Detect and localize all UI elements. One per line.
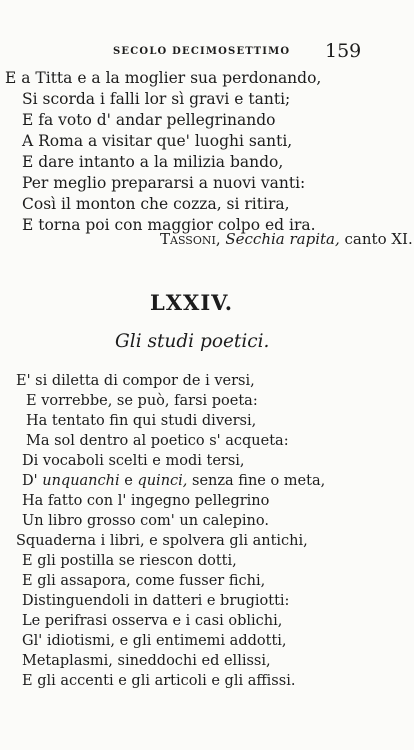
verse-line: Di vocaboli scelti e modi tersi, <box>22 453 245 469</box>
verse-line: E fa voto d' andar pellegrinando <box>22 111 276 129</box>
verse-line: E a Titta e a la moglier sua perdonando, <box>5 69 322 87</box>
verse-conjunction: e <box>119 473 138 489</box>
verse-line: Gl' idiotismi, e gli entimemi addotti, <box>22 633 287 649</box>
verse-line: E vorrebbe, se può, farsi poeta: <box>26 393 258 409</box>
running-title: SECOLO DECIMOSETTIMO <box>113 46 291 57</box>
verse-line: Le perifrasi osserva e i casi oblichi, <box>22 613 283 629</box>
verse-line: E gli assapora, come fusser fichi, <box>22 573 266 589</box>
verse-line: Distinguendoli in datteri e brugiotti: <box>22 593 290 609</box>
verse-line: Così il monton che cozza, si ritira, <box>22 195 290 213</box>
page-header <box>0 42 414 62</box>
verse-line: A Roma a visitar que' luoghi santi, <box>22 132 293 150</box>
verse-line: E gli postilla se riescon dotti, <box>22 553 237 569</box>
verse-line: Per meglio prepararsi a nuovi vanti: <box>22 174 306 192</box>
verse-line: Ma sol dentro al poetico s' acqueta: <box>26 433 289 449</box>
verse-line: E' si diletta di compor de i versi, <box>16 373 255 389</box>
verse-line: E dare intanto a la milizia bando, <box>22 153 284 171</box>
verse-italic-word: unquanchi <box>42 473 120 489</box>
section-numeral: LXXIV. <box>150 290 234 315</box>
verse-line-start: D' <box>22 473 43 489</box>
verse-line: E torna poi con maggior colpo ed ira. <box>22 216 316 234</box>
verse-line: Ha tentato fin qui studi diversi, <box>26 413 257 429</box>
verse-line: Si scorda i falli lor sì gravi e tanti; <box>22 90 291 108</box>
verse-line: Un libro grosso com' un calepino. <box>22 513 269 529</box>
attribution-canto: canto XI. <box>344 230 413 248</box>
attribution-work: Secchia rapita, <box>225 230 340 248</box>
verse-italic-word: quinci, <box>137 473 188 489</box>
verse-line: Squaderna i libri, e spolvera gli antichi, <box>16 533 308 549</box>
verse-line-end: senza fine o meta, <box>187 473 326 489</box>
verse-line <box>22 472 325 491</box>
section-title: Gli studi poetici. <box>115 331 270 352</box>
verse-line: Metaplasmi, sineddochi ed ellissi, <box>22 653 271 669</box>
page-number: 159 <box>325 40 362 62</box>
attribution-author: Tassoni, <box>160 230 221 248</box>
verse-line: E gli accenti e gli articoli e gli affissi. <box>22 673 296 689</box>
verse-line: Ha fatto con l' ingegno pellegrino <box>22 493 270 509</box>
attribution <box>160 230 413 248</box>
